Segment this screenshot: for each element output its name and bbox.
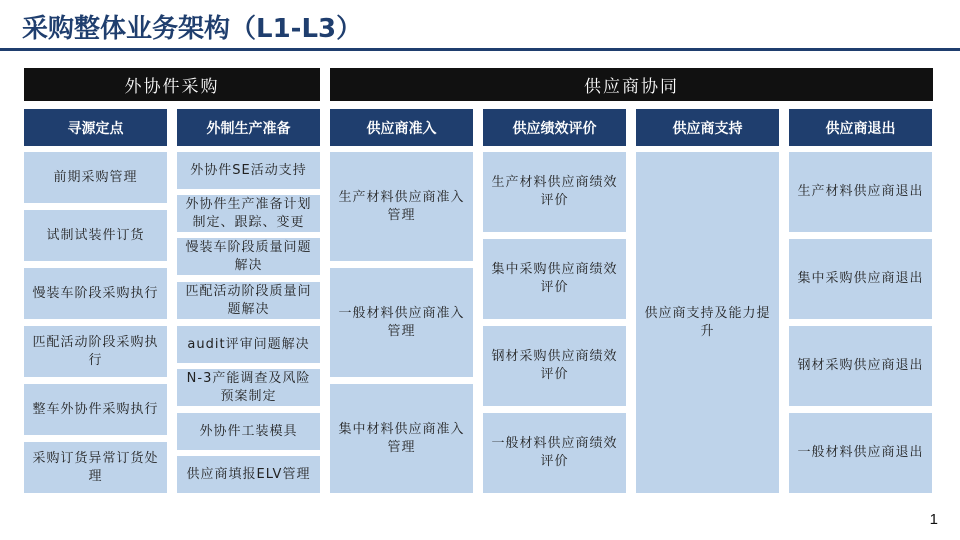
page-title: 采购整体业务架构（L1-L3） [22, 14, 363, 44]
cell-exit-2: 集中采购供应商退出 [789, 239, 932, 319]
cell-perf-2: 集中采购供应商绩效评价 [483, 239, 626, 319]
cell-sourcing-2: 试制试装件订货 [24, 210, 167, 261]
cell-prep-5: audit评审问题解决 [177, 326, 320, 363]
col-header-supplier-support: 供应商支持 [636, 109, 779, 146]
title-rule [0, 48, 960, 51]
cell-prep-6: N-3产能调查及风险预案制定 [177, 369, 320, 406]
cell-prep-4: 匹配活动阶段质量问题解决 [177, 282, 320, 319]
cell-perf-3: 钢材采购供应商绩效评价 [483, 326, 626, 406]
cell-access-3: 集中材料供应商准入管理 [330, 384, 473, 493]
group-header-outsourcing: 外协件采购 [24, 68, 320, 101]
cell-access-1: 生产材料供应商准入管理 [330, 152, 473, 261]
cell-sourcing-1: 前期采购管理 [24, 152, 167, 203]
col-header-supplier-exit: 供应商退出 [789, 109, 932, 146]
cell-access-2: 一般材料供应商准入管理 [330, 268, 473, 377]
cell-perf-4: 一般材料供应商绩效评价 [483, 413, 626, 493]
cell-sourcing-6: 采购订货异常订货处理 [24, 442, 167, 493]
col-header-production-prep: 外制生产准备 [177, 109, 320, 146]
page-number: 1 [929, 511, 938, 528]
cell-exit-3: 钢材采购供应商退出 [789, 326, 932, 406]
cell-exit-1: 生产材料供应商退出 [789, 152, 932, 232]
cell-prep-1: 外协件SE活动支持 [177, 152, 320, 189]
col-header-performance: 供应绩效评价 [483, 109, 626, 146]
cell-exit-4: 一般材料供应商退出 [789, 413, 932, 493]
cell-prep-2: 外协件生产准备计划制定、跟踪、变更 [177, 195, 320, 232]
col-header-sourcing: 寻源定点 [24, 109, 167, 146]
cell-sourcing-5: 整车外协件采购执行 [24, 384, 167, 435]
cell-perf-1: 生产材料供应商绩效评价 [483, 152, 626, 232]
cell-prep-8: 供应商填报ELV管理 [177, 456, 320, 493]
cell-sourcing-3: 慢装车阶段采购执行 [24, 268, 167, 319]
cell-support-1: 供应商支持及能力提升 [636, 152, 779, 493]
group-header-supplier-collab: 供应商协同 [330, 68, 933, 101]
cell-prep-3: 慢装车阶段质量问题解决 [177, 238, 320, 275]
col-header-supplier-access: 供应商准入 [330, 109, 473, 146]
cell-prep-7: 外协件工装模具 [177, 413, 320, 450]
cell-sourcing-4: 匹配活动阶段采购执行 [24, 326, 167, 377]
